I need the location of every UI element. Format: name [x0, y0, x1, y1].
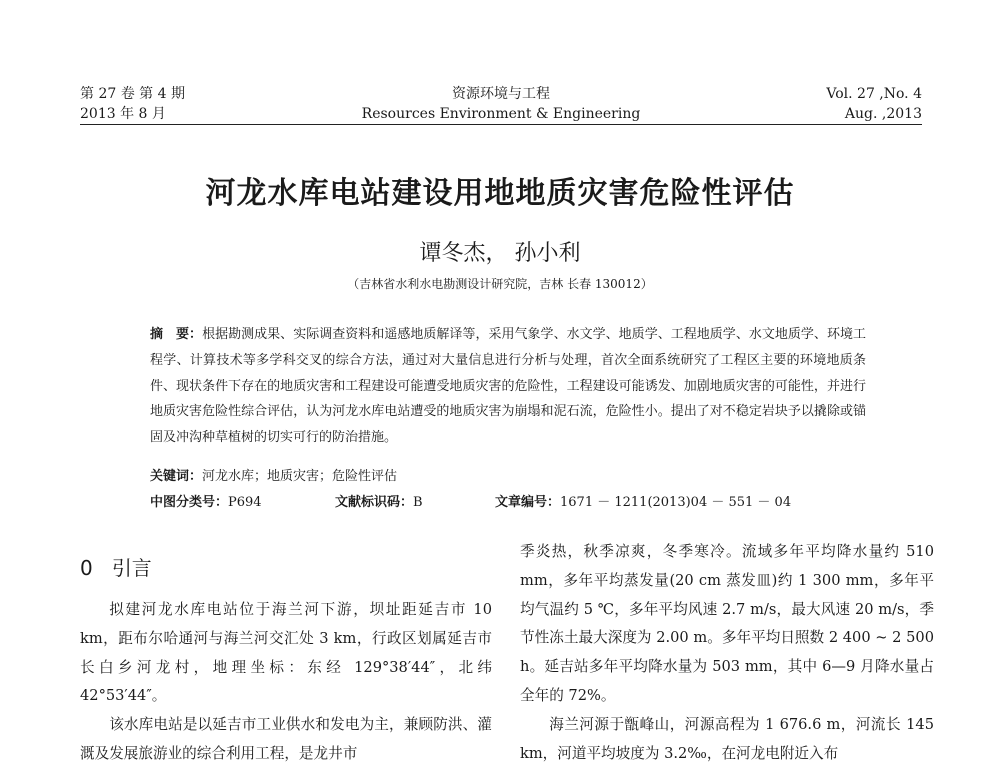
left-paragraph-2: 该水库电站是以延吉市工业供水和发电为主，兼顾防洪、灌溉及发展旅游业的综合利用工程，是龙井市	[80, 716, 492, 762]
left-column	[80, 596, 492, 769]
article-number	[495, 492, 791, 514]
paper-title: 河龙水库电站建设用地地质灾害危险性评估	[205, 176, 795, 211]
section-heading	[80, 552, 152, 581]
abstract-text: 根据勘测成果、实际调查资料和遥感地质解译等，采用气象学、水文学、地质学、工程地质学、水文地质学、环境工程学、计算技术等多学科交叉的综合方法，通过对大量信息进行分析与处理，首次全面系统研究了工程区主要的环境地质条件、现状条件下存在的地质灾害和工程建设可能遭受地质灾害的危险性，工程建设可能诱发、加剧地质灾害的可能性，并进行地质灾害危险性综合评估，认为河龙水库电站遭受的地质灾害为崩塌和泥石流，危险性小。提出了对不稳定岩块予以撬除或锚固及冲沟种草植树的切实可行的防治措施。	[150, 327, 866, 446]
header-rule	[80, 124, 922, 125]
keywords	[150, 466, 397, 488]
article-number-label: 文章编号：	[495, 495, 561, 510]
abstract-label: 摘 要：	[150, 327, 203, 342]
keywords-label: 关键词：	[150, 469, 203, 484]
volume-issue-cn: 第 27 卷 第 4 期	[80, 86, 185, 102]
clc-value: P694	[228, 495, 262, 510]
journal-name-en: Resources Environment & Engineering	[361, 106, 641, 122]
right-paragraph-2: 海兰河源于甑峰山，河源高程为 1 676.6 m，河流长 145 km，河道平均坡度为 3.2‰，在河龙电附近入布	[520, 715, 934, 762]
clc-label: 中图分类号：	[150, 495, 229, 510]
clc-number	[150, 492, 262, 514]
abstract	[150, 322, 866, 451]
right-column	[520, 538, 934, 768]
date-cn: 2013 年 8 月	[80, 106, 166, 122]
right-paragraph-1: 季炎热，秋季凉爽，冬季寒冷。流域多年平均降水量约 510 mm，多年平均蒸发量(20 cm 蒸发皿)约 1 300 mm，多年平均气温约 5 ℃，多年平均风速 2.7 m/s，最大风速 20 m/s，季节性冻土最大深度为 2.00 m。多年平均日照数 2 400 ~ 2 500 h。延吉站多年平均降水量为 503 mm，其中 6—9 月降水量占全年的 72%。	[520, 543, 934, 704]
article-number-value: 1671 － 1211(2013)04 － 551 － 04	[560, 495, 792, 510]
doc-code-label: 文献标识码：	[335, 495, 414, 510]
journal-name-cn: 资源环境与工程	[452, 86, 550, 102]
authors: 谭冬杰， 孙小利	[419, 241, 581, 266]
affiliation: （吉林省水利水电勘测设计研究院，吉林 长春 130012）	[347, 277, 653, 291]
header-right	[826, 84, 922, 124]
keywords-text: 河龙水库；地质灾害；危险性评估	[202, 469, 398, 484]
running-header	[80, 84, 922, 128]
volume-issue-en: Vol. 27 ,No. 4	[826, 86, 922, 102]
document-code	[335, 492, 423, 514]
doc-code-value: B	[413, 495, 423, 510]
section-title: 引言	[111, 556, 152, 580]
left-paragraph-1: 拟建河龙水库电站位于海兰河下游，坝址距延吉市 10 km，距布尔哈通河与海兰河交汇处 3 km，行政区划属延吉市长白乡河龙村，地理坐标：东经 129°38′44″，北纬 42°53′44″。	[80, 601, 492, 705]
section-number: 0	[80, 556, 93, 580]
date-en: Aug. ,2013	[844, 106, 922, 122]
header-center	[80, 84, 922, 124]
